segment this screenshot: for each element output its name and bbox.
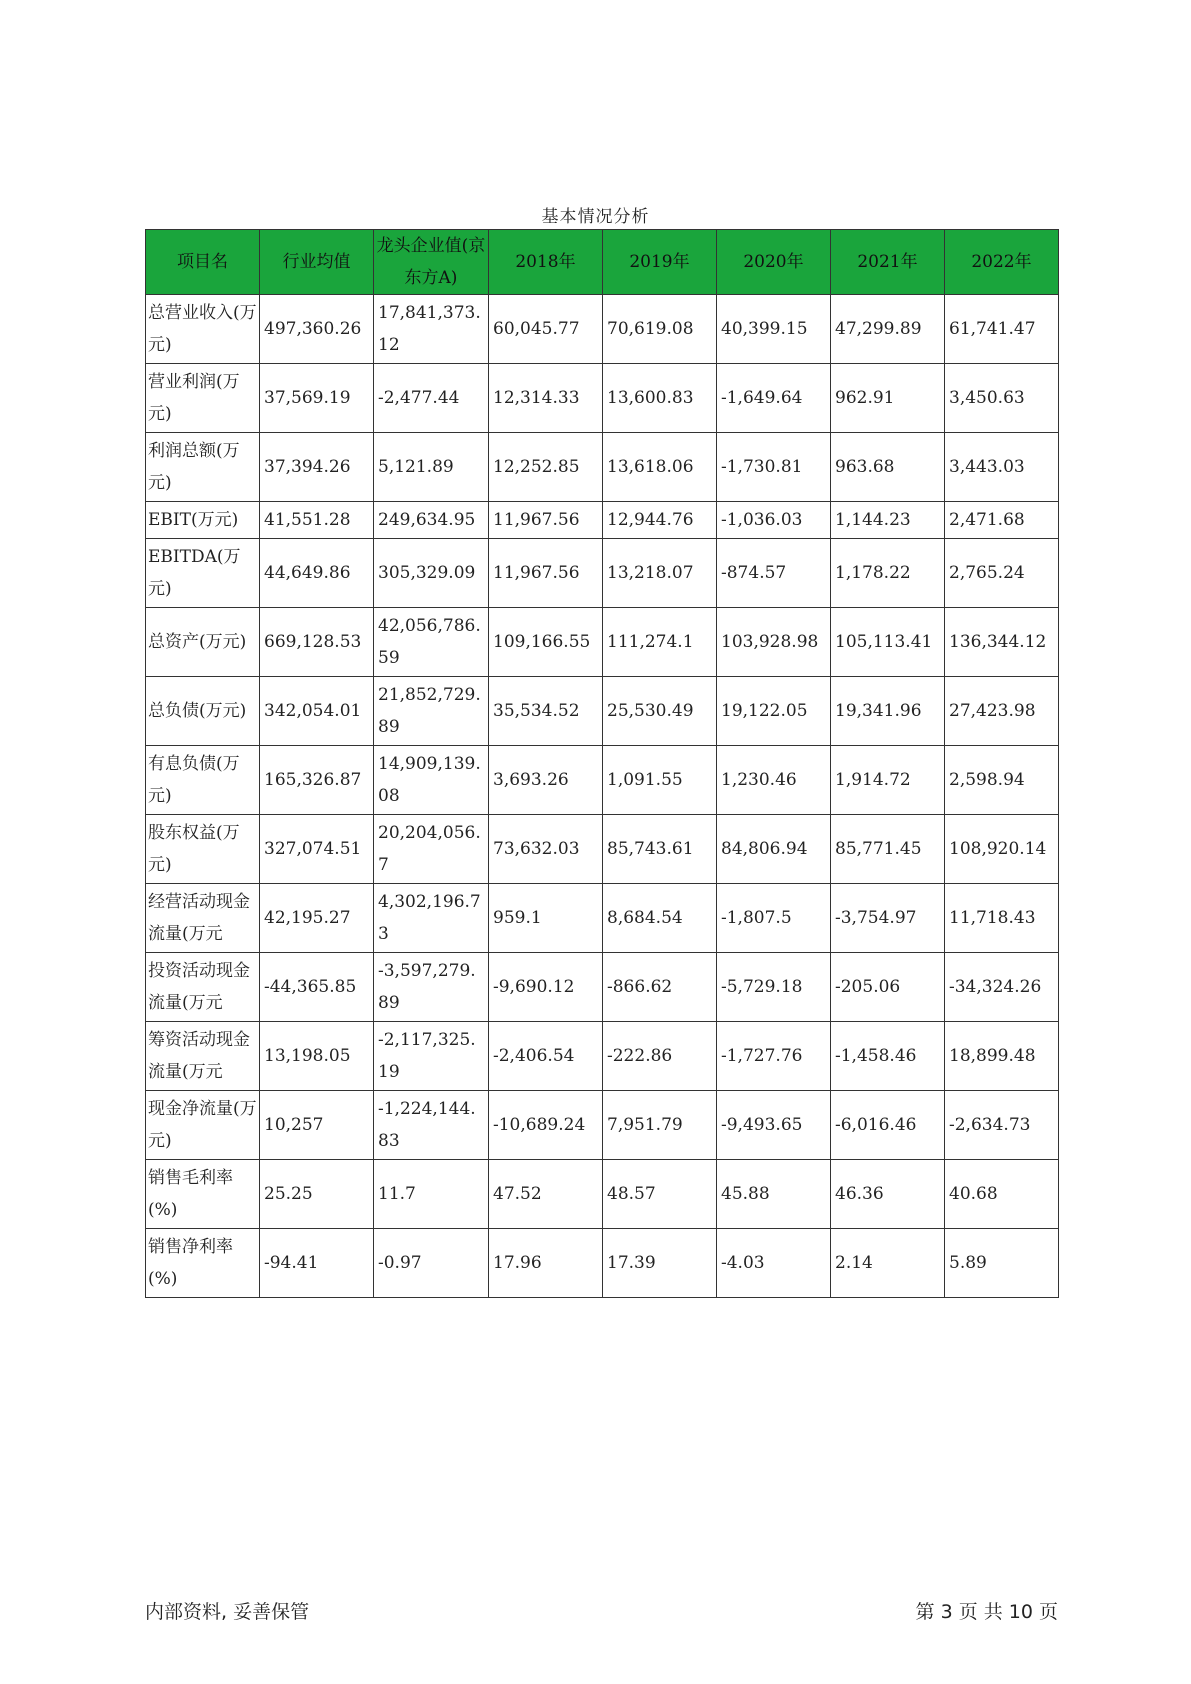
table-cell: 4,302,196.73 bbox=[374, 884, 489, 953]
table-cell: 8,684.54 bbox=[603, 884, 717, 953]
table-cell: 105,113.41 bbox=[831, 608, 945, 677]
table-cell: -0.97 bbox=[374, 1229, 489, 1298]
table-cell: 19,341.96 bbox=[831, 677, 945, 746]
table-cell: 48.57 bbox=[603, 1160, 717, 1229]
table-cell: 45.88 bbox=[717, 1160, 831, 1229]
table-cell: 84,806.94 bbox=[717, 815, 831, 884]
table-cell: 111,274.1 bbox=[603, 608, 717, 677]
table-cell: 42,195.27 bbox=[260, 884, 374, 953]
row-label: 经营活动现金流量(万元 bbox=[146, 884, 260, 953]
table-cell: 85,771.45 bbox=[831, 815, 945, 884]
table-cell: -34,324.26 bbox=[945, 953, 1059, 1022]
table-cell: -205.06 bbox=[831, 953, 945, 1022]
table-cell: 11,967.56 bbox=[489, 539, 603, 608]
table-cell: -4.03 bbox=[717, 1229, 831, 1298]
table-cell: -9,690.12 bbox=[489, 953, 603, 1022]
table-cell: 327,074.51 bbox=[260, 815, 374, 884]
table-cell: 35,534.52 bbox=[489, 677, 603, 746]
table-cell: 13,600.83 bbox=[603, 364, 717, 433]
table-cell: 44,649.86 bbox=[260, 539, 374, 608]
header-cell: 2018年 bbox=[489, 230, 603, 295]
table-row bbox=[146, 815, 1059, 884]
table-cell: -1,807.5 bbox=[717, 884, 831, 953]
table-cell: -10,689.24 bbox=[489, 1091, 603, 1160]
table-cell: 108,920.14 bbox=[945, 815, 1059, 884]
table-cell: 305,329.09 bbox=[374, 539, 489, 608]
table-cell: 2,598.94 bbox=[945, 746, 1059, 815]
row-label: EBIT(万元) bbox=[146, 502, 260, 539]
table-cell: 17.39 bbox=[603, 1229, 717, 1298]
table-cell: 13,618.06 bbox=[603, 433, 717, 502]
table-row bbox=[146, 364, 1059, 433]
table-cell: -3,597,279.89 bbox=[374, 953, 489, 1022]
table-cell: -1,727.76 bbox=[717, 1022, 831, 1091]
table-cell: -3,754.97 bbox=[831, 884, 945, 953]
row-label: 筹资活动现金流量(万元 bbox=[146, 1022, 260, 1091]
table-cell: 41,551.28 bbox=[260, 502, 374, 539]
table-row bbox=[146, 746, 1059, 815]
table-row bbox=[146, 433, 1059, 502]
table-cell: 17.96 bbox=[489, 1229, 603, 1298]
table-row bbox=[146, 1091, 1059, 1160]
header-cell: 行业均值 bbox=[260, 230, 374, 295]
table-cell: 12,314.33 bbox=[489, 364, 603, 433]
table-cell: -866.62 bbox=[603, 953, 717, 1022]
table-cell: -6,016.46 bbox=[831, 1091, 945, 1160]
table-cell: 3,693.26 bbox=[489, 746, 603, 815]
table-cell: -1,730.81 bbox=[717, 433, 831, 502]
row-label: 销售净利率(%) bbox=[146, 1229, 260, 1298]
footer-page-number: 第 3 页 共 10 页 bbox=[915, 1601, 1058, 1623]
table-cell: 18,899.48 bbox=[945, 1022, 1059, 1091]
table-cell: 7,951.79 bbox=[603, 1091, 717, 1160]
table-cell: 1,178.22 bbox=[831, 539, 945, 608]
row-label: 利润总额(万元) bbox=[146, 433, 260, 502]
table-cell: -2,406.54 bbox=[489, 1022, 603, 1091]
table-cell: 1,091.55 bbox=[603, 746, 717, 815]
table-cell: 1,914.72 bbox=[831, 746, 945, 815]
row-label: 投资活动现金流量(万元 bbox=[146, 953, 260, 1022]
table-cell: 85,743.61 bbox=[603, 815, 717, 884]
table-cell: 20,204,056.7 bbox=[374, 815, 489, 884]
table-cell: 342,054.01 bbox=[260, 677, 374, 746]
table-cell: 5,121.89 bbox=[374, 433, 489, 502]
table-cell: 13,198.05 bbox=[260, 1022, 374, 1091]
table-cell: 11,718.43 bbox=[945, 884, 1059, 953]
table-cell: 669,128.53 bbox=[260, 608, 374, 677]
row-label: 总资产(万元) bbox=[146, 608, 260, 677]
table-cell: -94.41 bbox=[260, 1229, 374, 1298]
table-cell: 37,569.19 bbox=[260, 364, 374, 433]
row-label: 股东权益(万元) bbox=[146, 815, 260, 884]
table-cell: 47,299.89 bbox=[831, 295, 945, 364]
table-cell: -5,729.18 bbox=[717, 953, 831, 1022]
header-cell: 2021年 bbox=[831, 230, 945, 295]
table-cell: 963.68 bbox=[831, 433, 945, 502]
table-row bbox=[146, 953, 1059, 1022]
table-caption: 基本情况分析 bbox=[541, 207, 650, 227]
footer-confidential: 内部资料, 妥善保管 bbox=[145, 1601, 310, 1623]
row-label: 营业利润(万元) bbox=[146, 364, 260, 433]
table-cell: 497,360.26 bbox=[260, 295, 374, 364]
table-cell: 962.91 bbox=[831, 364, 945, 433]
table-cell: -1,458.46 bbox=[831, 1022, 945, 1091]
table-cell: 3,450.63 bbox=[945, 364, 1059, 433]
table-cell: 14,909,139.08 bbox=[374, 746, 489, 815]
table-cell: 1,144.23 bbox=[831, 502, 945, 539]
row-label: 总营业收入(万元) bbox=[146, 295, 260, 364]
table-row bbox=[146, 608, 1059, 677]
table-cell: 10,257 bbox=[260, 1091, 374, 1160]
table-row bbox=[146, 1229, 1059, 1298]
header-cell: 2020年 bbox=[717, 230, 831, 295]
table-cell: 47.52 bbox=[489, 1160, 603, 1229]
table-cell: 12,252.85 bbox=[489, 433, 603, 502]
table-cell: 21,852,729.89 bbox=[374, 677, 489, 746]
table-cell: 136,344.12 bbox=[945, 608, 1059, 677]
row-label: 销售毛利率(%) bbox=[146, 1160, 260, 1229]
table-cell: 959.1 bbox=[489, 884, 603, 953]
table-cell: 11,967.56 bbox=[489, 502, 603, 539]
table-cell: -2,117,325.19 bbox=[374, 1022, 489, 1091]
table-cell: -1,224,144.83 bbox=[374, 1091, 489, 1160]
table-cell: 25,530.49 bbox=[603, 677, 717, 746]
table-cell: 40.68 bbox=[945, 1160, 1059, 1229]
table-row bbox=[146, 1160, 1059, 1229]
table-row bbox=[146, 677, 1059, 746]
table-cell: -222.86 bbox=[603, 1022, 717, 1091]
table-row bbox=[146, 295, 1059, 364]
table-cell: -2,634.73 bbox=[945, 1091, 1059, 1160]
row-label: 有息负债(万元) bbox=[146, 746, 260, 815]
table-cell: 46.36 bbox=[831, 1160, 945, 1229]
header-cell: 2022年 bbox=[945, 230, 1059, 295]
row-label: 总负债(万元) bbox=[146, 677, 260, 746]
table-cell: -2,477.44 bbox=[374, 364, 489, 433]
table-cell: 42,056,786.59 bbox=[374, 608, 489, 677]
table-cell: 60,045.77 bbox=[489, 295, 603, 364]
table-row bbox=[146, 884, 1059, 953]
row-label: EBITDA(万元) bbox=[146, 539, 260, 608]
table-row bbox=[146, 1022, 1059, 1091]
table-cell: -874.57 bbox=[717, 539, 831, 608]
table-cell: 1,230.46 bbox=[717, 746, 831, 815]
table-cell: 73,632.03 bbox=[489, 815, 603, 884]
table-cell: 2.14 bbox=[831, 1229, 945, 1298]
header-row bbox=[146, 230, 1059, 295]
table-cell: 25.25 bbox=[260, 1160, 374, 1229]
financial-table bbox=[145, 229, 1059, 1298]
table-cell: -44,365.85 bbox=[260, 953, 374, 1022]
table-cell: 2,471.68 bbox=[945, 502, 1059, 539]
table-cell: 12,944.76 bbox=[603, 502, 717, 539]
table-cell: 3,443.03 bbox=[945, 433, 1059, 502]
table-cell: 61,741.47 bbox=[945, 295, 1059, 364]
header-cell: 2019年 bbox=[603, 230, 717, 295]
table-cell: 37,394.26 bbox=[260, 433, 374, 502]
table-cell: -9,493.65 bbox=[717, 1091, 831, 1160]
table-row bbox=[146, 539, 1059, 608]
table-cell: 11.7 bbox=[374, 1160, 489, 1229]
table-cell: -1,649.64 bbox=[717, 364, 831, 433]
header-cell: 龙头企业值(京东方A) bbox=[374, 230, 489, 295]
table-cell: 19,122.05 bbox=[717, 677, 831, 746]
table-cell: 70,619.08 bbox=[603, 295, 717, 364]
table-row bbox=[146, 502, 1059, 539]
table-cell: 109,166.55 bbox=[489, 608, 603, 677]
table-cell: 103,928.98 bbox=[717, 608, 831, 677]
table-cell: 5.89 bbox=[945, 1229, 1059, 1298]
table-cell: 2,765.24 bbox=[945, 539, 1059, 608]
header-cell: 项目名 bbox=[146, 230, 260, 295]
table-cell: -1,036.03 bbox=[717, 502, 831, 539]
row-label: 现金净流量(万元) bbox=[146, 1091, 260, 1160]
table-cell: 249,634.95 bbox=[374, 502, 489, 539]
table-cell: 40,399.15 bbox=[717, 295, 831, 364]
table-cell: 17,841,373.12 bbox=[374, 295, 489, 364]
table-cell: 165,326.87 bbox=[260, 746, 374, 815]
table-cell: 27,423.98 bbox=[945, 677, 1059, 746]
table-cell: 13,218.07 bbox=[603, 539, 717, 608]
